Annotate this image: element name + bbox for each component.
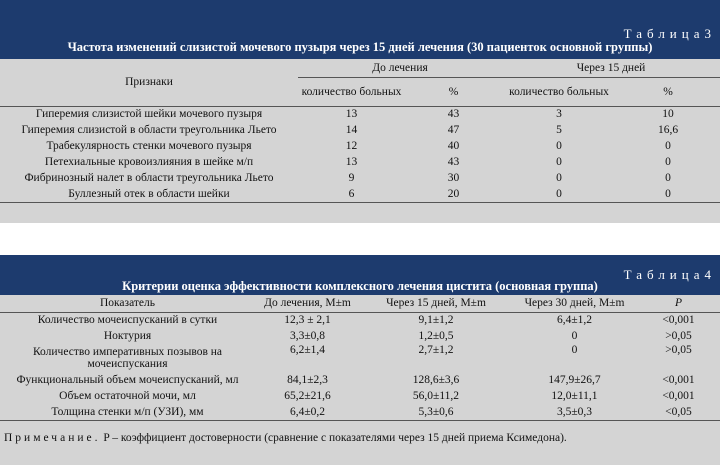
cell-before: 84,1±2,3: [287, 373, 328, 386]
cell-after-15: 5,3±0,6: [360, 404, 512, 420]
cell-sign: Гиперемия слизистой шейки мочевого пузыря: [35, 108, 263, 121]
column-header-after-count: количество больных: [502, 77, 616, 106]
cell-before: 6,4±0,2: [255, 404, 360, 420]
cell-p: <0,05: [637, 404, 720, 420]
table-row: [0, 312, 720, 328]
cell-after-count: 5: [556, 124, 562, 136]
cell-after-pct: 10: [662, 108, 674, 121]
table-3: [0, 0, 720, 223]
cell-after-15: 128,6±3,6: [412, 373, 460, 386]
cell-p: <0,001: [662, 314, 695, 327]
table-row: [0, 170, 720, 186]
table-row: [0, 344, 720, 371]
cell-after-count: 0: [502, 186, 616, 202]
cell-before: 6,2±1,4: [289, 344, 326, 356]
cell-before: 3,3±0,8: [289, 330, 326, 342]
column-header-before-count: количество больных: [298, 77, 405, 106]
cell-indicator: Функциональный объем мочеиспусканий, мл: [16, 373, 239, 386]
note-text: P – коэффициент достоверности (сравнение с показателями через 15 дней приема Ксимедона).: [103, 432, 567, 444]
column-header-p: P: [637, 295, 720, 312]
cell-sign: Буллезный отек в области шейки: [0, 186, 298, 202]
cell-p: <0,001: [662, 373, 695, 386]
cell-before-pct: 47: [447, 124, 460, 136]
cell-before-pct: 30: [447, 172, 460, 184]
table-3-grid: [0, 59, 720, 203]
cell-p: >0,05: [665, 344, 692, 356]
table-row: [0, 122, 720, 138]
cell-indicator: Объем остаточной мочи, мл: [59, 390, 196, 402]
cell-after-15: 56,0±11,2: [412, 390, 460, 402]
cell-before-count: 13: [345, 108, 358, 121]
cell-after-pct: 16,6: [657, 124, 679, 136]
cell-after-30: 6,4±1,2: [556, 314, 593, 327]
cell-p: >0,05: [665, 330, 692, 342]
cell-after-pct: 0: [616, 186, 720, 202]
cell-sign: Петехиальные кровоизлияния в шейке м/п: [44, 156, 254, 168]
column-header-before: До лечения, M±m: [255, 295, 360, 312]
table-4-number: Таблица4: [623, 267, 716, 282]
table-row: [0, 328, 720, 344]
column-header-before-pct: %: [405, 77, 502, 106]
cell-before-count: 13: [345, 156, 358, 168]
table-4-grid: [0, 295, 720, 421]
cell-after-pct: 0: [665, 172, 671, 184]
cell-p: <0,001: [662, 390, 695, 402]
table-4-title: Критерии оценка эффективности комплексного лечения цистита (основная группа): [122, 279, 598, 293]
table-4-note: [4, 432, 567, 444]
cell-indicator: Количество мочеиспусканий в сутки: [37, 314, 218, 327]
cell-after-15: 2,7±1,2: [418, 344, 454, 356]
column-header-after-15: Через 15 дней, M±m: [360, 295, 512, 312]
table-3-number: Таблица3: [623, 26, 716, 41]
note-label: Примечание.: [4, 432, 101, 444]
table-row: [0, 106, 720, 122]
cell-before-pct: 20: [405, 186, 502, 202]
cell-before-count: 12: [345, 140, 358, 152]
cell-before-count: 9: [348, 172, 355, 184]
cell-sign: Фибринозный налет в области треугольника Льето: [24, 172, 274, 184]
cell-after-15: 1,2±0,5: [418, 330, 454, 342]
cell-indicator: Ноктурия: [103, 330, 152, 342]
cell-after-30: 0: [571, 330, 578, 342]
cell-before: 12,3 ± 2,1: [284, 314, 331, 327]
column-header-signs: Признаки: [0, 59, 298, 106]
cell-after-count: 0: [556, 156, 562, 168]
cell-after-30: 147,9±26,7: [548, 373, 601, 386]
column-header-after-pct: %: [616, 77, 720, 106]
table-row: [0, 154, 720, 170]
table-3-title: Частота изменений слизистой мочевого пузыря через 15 дней лечения (30 пациенток основной группы): [67, 40, 653, 54]
table-row: [0, 138, 720, 154]
cell-after-30: 0: [571, 344, 578, 356]
cell-after-15: 9,1±1,2: [418, 314, 454, 327]
cell-after-count: 0: [556, 140, 562, 152]
column-header-after: Через 15 дней: [502, 59, 720, 77]
cell-before-count: 6: [298, 186, 405, 202]
cell-after-30: 12,0±11,1: [551, 390, 598, 402]
table-row: [0, 186, 720, 202]
cell-before-count: 14: [345, 124, 358, 136]
cell-before-pct: 40: [447, 140, 460, 152]
cell-indicator: Количество императивных позывов на мочеиспускания: [32, 345, 223, 370]
cell-before: 65,2±21,6: [284, 390, 331, 402]
cell-after-pct: 0: [665, 140, 671, 152]
table-3-header-bar: [0, 0, 720, 59]
table-4: [0, 255, 720, 465]
cell-sign: Гиперемия слизистой в области треугольника Льето: [21, 124, 277, 136]
table-row: [0, 388, 720, 404]
cell-after-30: 3,5±0,3: [512, 404, 637, 420]
cell-after-count: 0: [556, 172, 562, 184]
cell-after-pct: 0: [665, 156, 671, 168]
column-header-after-30: Через 30 дней, M±m: [512, 295, 637, 312]
cell-after-count: 3: [556, 108, 562, 121]
cell-sign: Трабекулярность стенки мочевого пузыря: [46, 140, 252, 152]
cell-before-pct: 43: [447, 108, 460, 121]
table-row: [0, 371, 720, 388]
column-header-before: До лечения: [298, 59, 502, 77]
column-header-indicator: Показатель: [0, 295, 255, 312]
cell-indicator: Толщина стенки м/п (УЗИ), мм: [0, 404, 255, 420]
table-4-header-bar: [0, 255, 720, 295]
table-row: [0, 404, 720, 420]
cell-before-pct: 43: [447, 156, 460, 168]
